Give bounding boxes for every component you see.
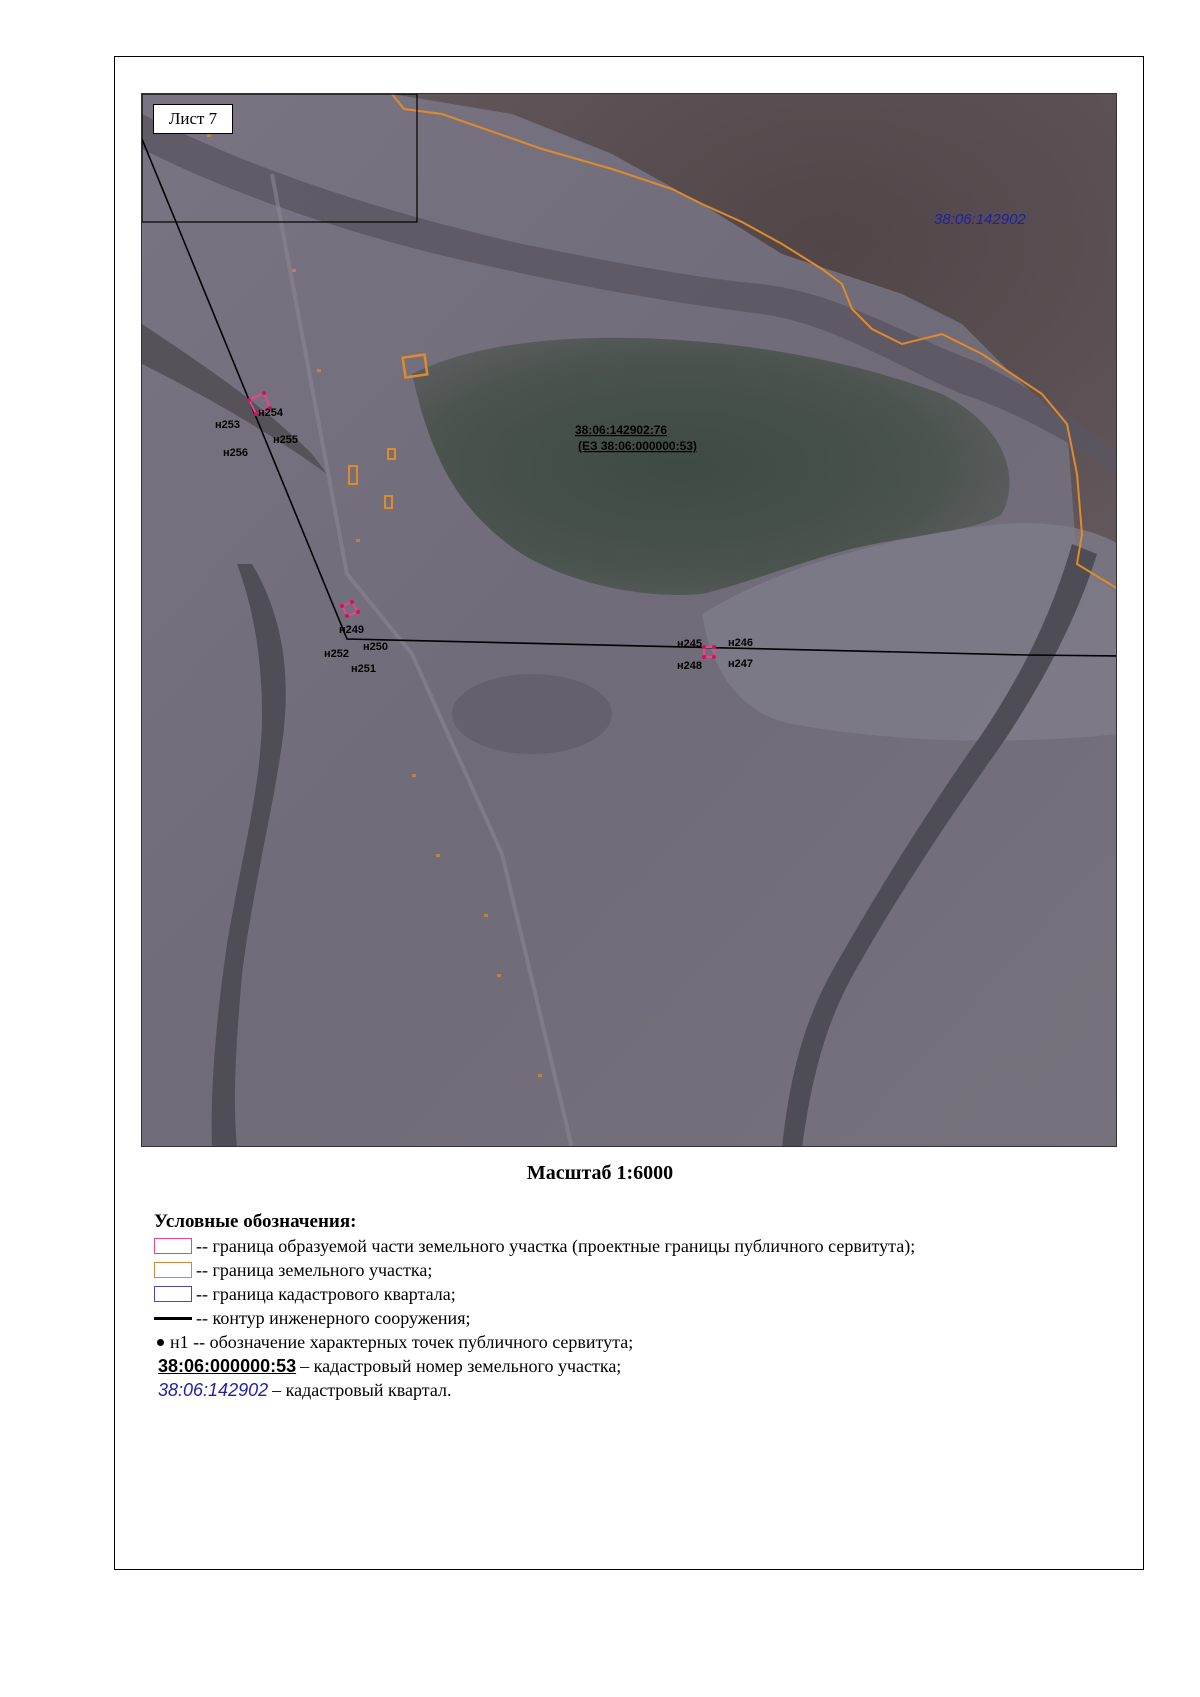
swatch-quarter — [154, 1286, 192, 1302]
point-label-n256: н256 — [223, 447, 248, 459]
legend-text-points: н1 -- обозначение характерных точек публичного сервитута; — [170, 1332, 634, 1352]
point-label-n251: н251 — [351, 663, 376, 675]
legend-text-quarter: -- граница кадастрового квартала; — [196, 1284, 456, 1304]
legend-text-servitude: -- граница образуемой части земельного участка (проектные границы публичного сервитута); — [196, 1236, 916, 1256]
sheet-label: Лист 7 — [153, 104, 233, 134]
point-label-n253: н253 — [215, 419, 240, 431]
legend-row-servitude — [154, 1234, 1114, 1258]
point-label-n254: н254 — [258, 407, 283, 419]
dark-patch — [452, 674, 612, 754]
point-label-n249: н249 — [339, 624, 364, 636]
legend-text-cad-number: – кадастровый номер земельного участка; — [300, 1356, 622, 1376]
legend-text-parcel: -- граница земельного участка; — [196, 1260, 433, 1280]
point-dot-icon — [157, 1339, 164, 1346]
point-label-n255: н255 — [273, 434, 298, 446]
point-label-n252: н252 — [324, 648, 349, 660]
scale-label: Масштаб 1:6000 — [526, 1162, 674, 1184]
swatch-servitude — [154, 1238, 192, 1254]
legend-text-structure: -- контур инженерного сооружения; — [196, 1308, 471, 1328]
map-view[interactable] — [141, 93, 1117, 1147]
legend-text-cad-quarter: – кадастровый квартал. — [272, 1380, 452, 1400]
legend-row-cad-quarter — [154, 1378, 1114, 1402]
legend — [154, 1210, 1114, 1402]
point-label-n247: н247 — [728, 658, 753, 670]
quarter-label: 38:06:142902 — [934, 211, 1026, 228]
legend-row-cad-number — [154, 1354, 1114, 1378]
swatch-parcel — [154, 1262, 192, 1278]
legend-row-points — [154, 1330, 1114, 1354]
parcel-label-line1: 38:06:142902:76 — [575, 423, 668, 437]
point-label-n245: н245 — [677, 638, 702, 650]
cad-quarter-example: 38:06:142902 — [158, 1380, 269, 1400]
parcel-label-line2: (ЕЗ 38:06:000000:53) — [578, 439, 697, 453]
legend-row-quarter — [154, 1282, 1114, 1306]
legend-row-parcel — [154, 1258, 1114, 1282]
legend-title: Условные обозначения: — [154, 1211, 357, 1232]
point-label-n248: н248 — [677, 660, 702, 672]
map-canvas — [142, 94, 1117, 1147]
cad-number-example: 38:06:000000:53 — [158, 1356, 297, 1376]
point-label-n246: н246 — [728, 637, 753, 649]
point-label-n250: н250 — [363, 641, 388, 653]
legend-row-structure — [154, 1306, 1114, 1330]
swatch-structure — [154, 1317, 192, 1320]
